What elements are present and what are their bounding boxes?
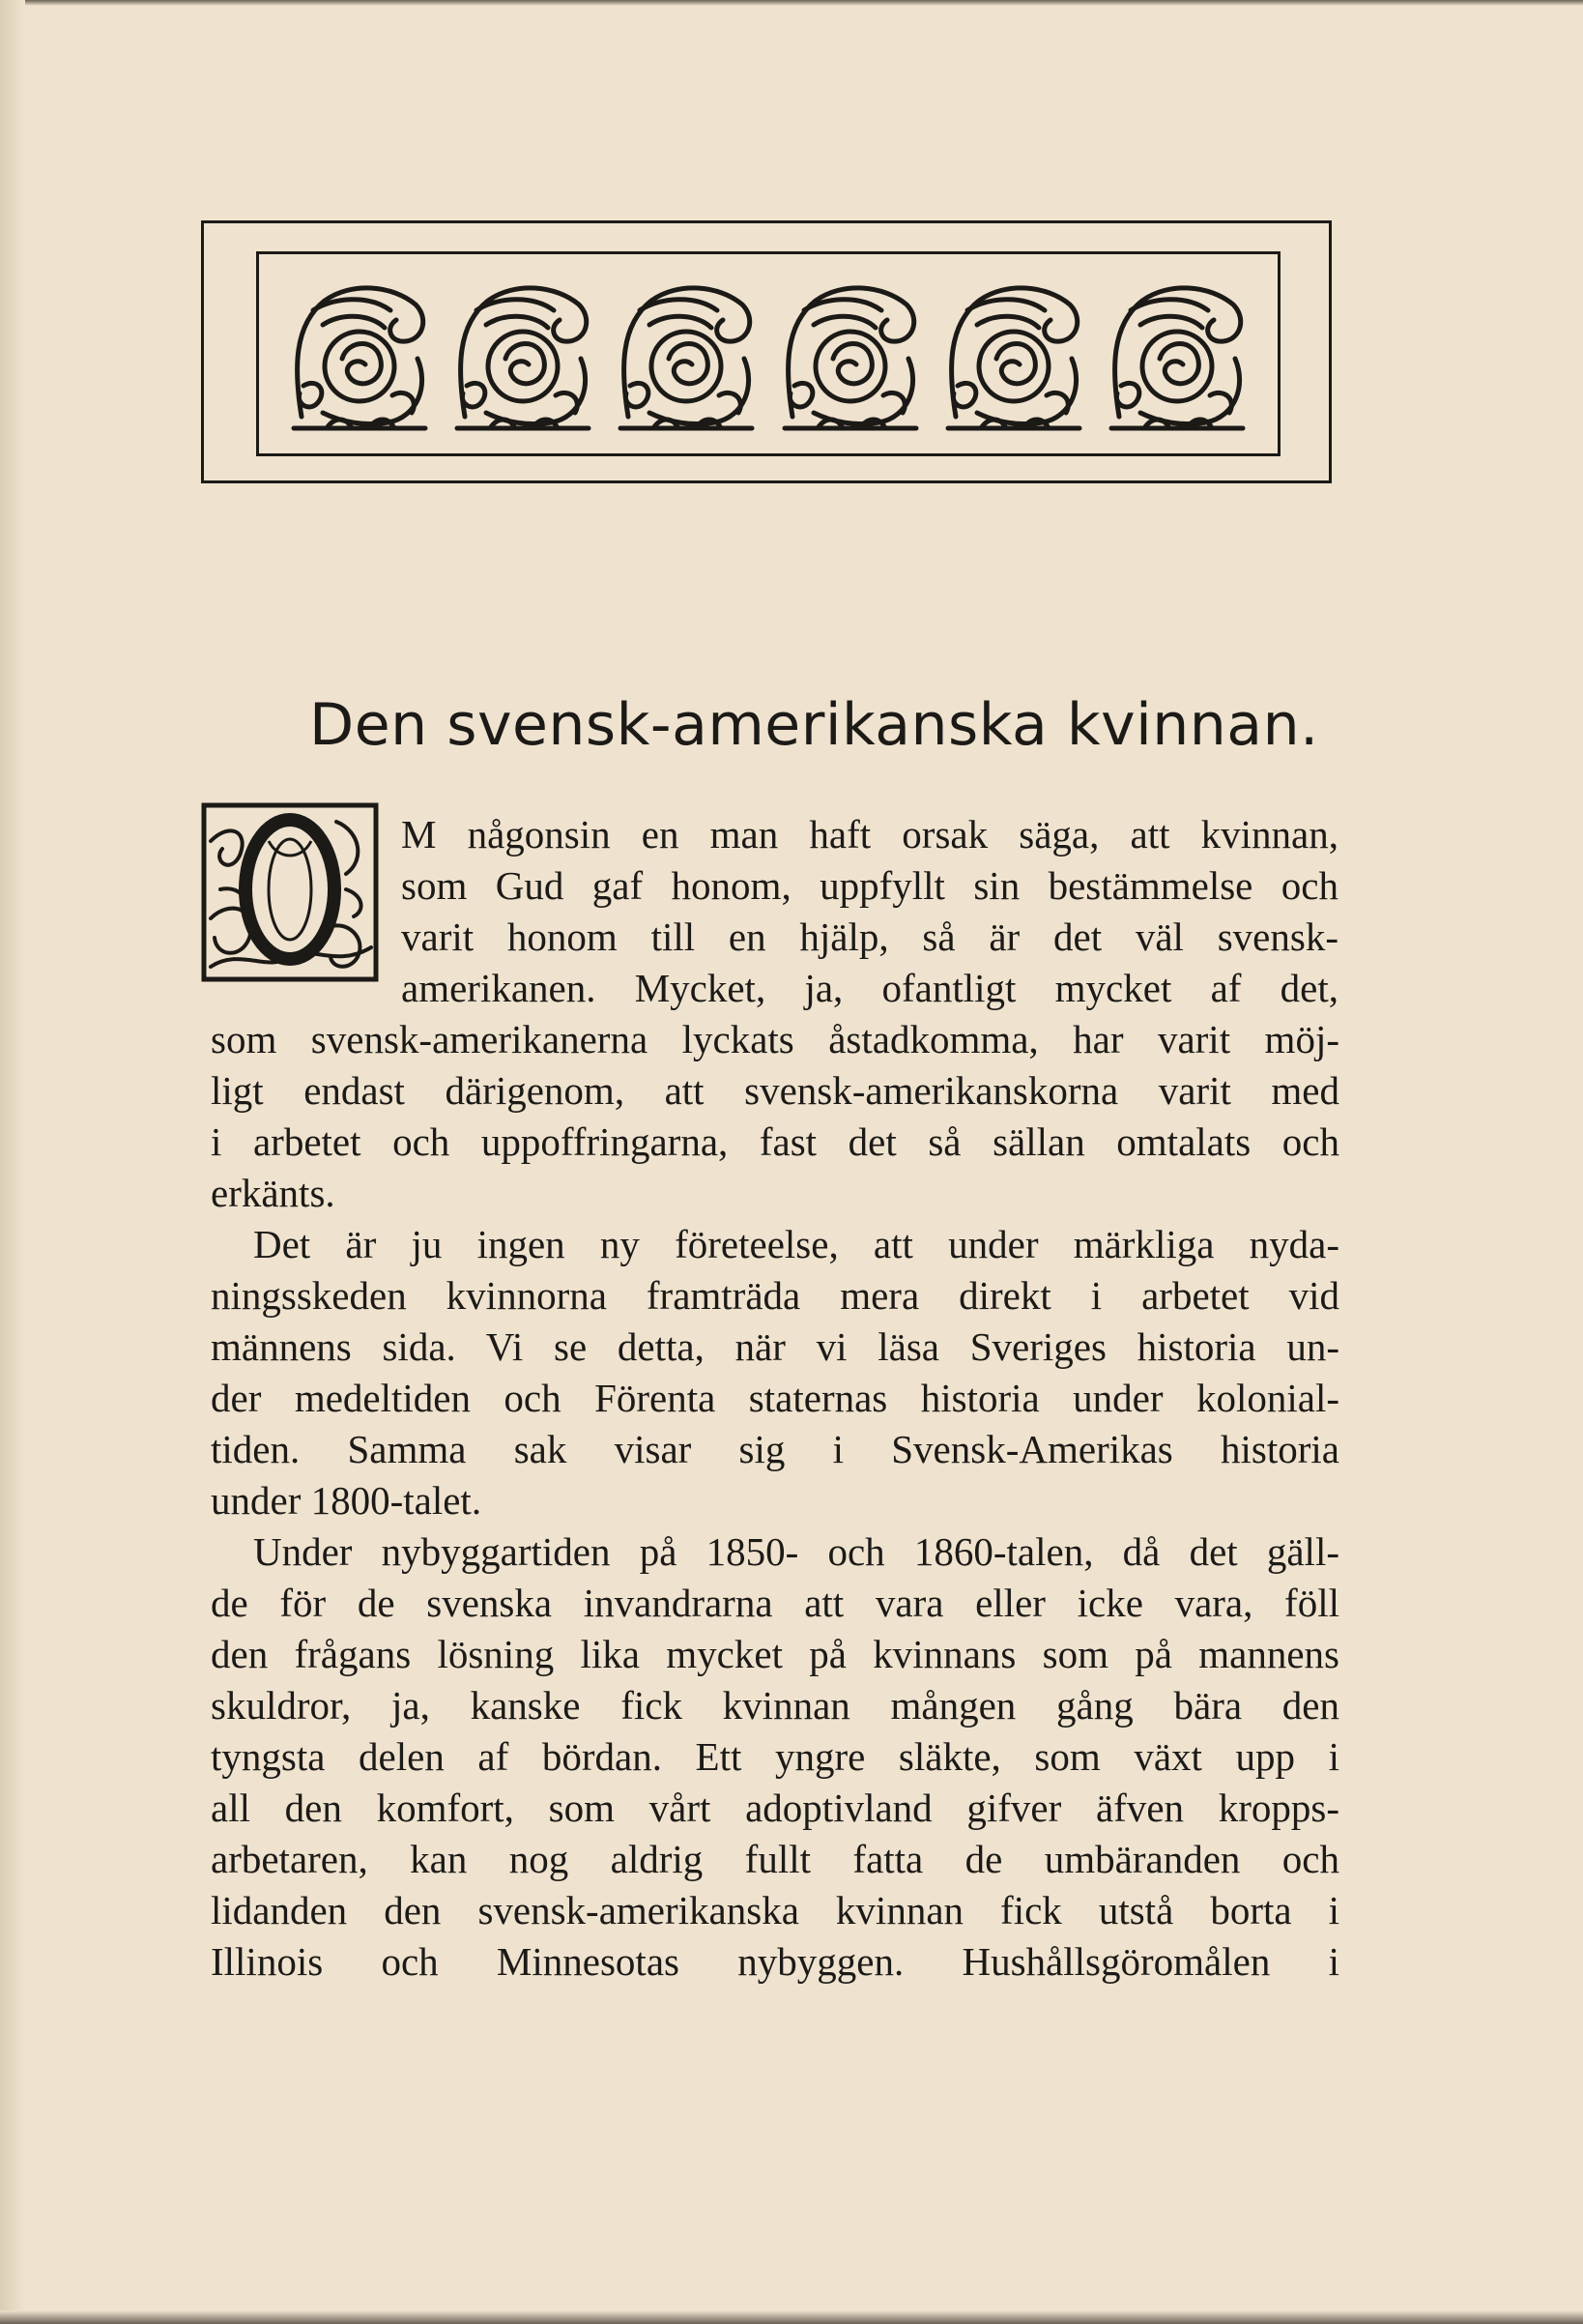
text-line-2: som Gud gaf honom, uppfyllt sin bestämmelse och <box>401 863 1338 908</box>
text-line-9: Det är ju ingen ny företeelse, att under märkliga nyda- <box>253 1222 1339 1266</box>
text-line-19: tyngsta delen af bördan. Ett yngre släkte, som växt upp i <box>211 1734 1339 1779</box>
text-line-11: männens sida. Vi se detta, när vi läsa Sveriges historia un- <box>211 1324 1339 1369</box>
text-line-17: den frågans lösning lika mycket på kvinnans som på mannens <box>211 1632 1339 1676</box>
ornamental-headpiece <box>201 220 1332 483</box>
ornament-tile-4 <box>775 272 926 436</box>
text-line-14: under 1800-talet. <box>211 1478 482 1523</box>
page-edge-bottom <box>0 2310 1583 2324</box>
text-line-5: som svensk-amerikanerna lyckats åstadkomma, har varit möj- <box>211 1017 1339 1061</box>
ornament-tile-3 <box>611 272 762 436</box>
text-line-23: Illinois och Minnesotas nybyggen. Hushållsgöromålen i <box>211 1939 1339 1984</box>
chapter-title: Den svensk-amerikanska kvinnan. <box>309 691 1319 759</box>
text-line-22: lidanden den svensk-amerikanska kvinnan fick utstå borta i <box>211 1888 1339 1932</box>
text-line-20: all den komfort, som vårt adoptivland gifver äfven kropps- <box>211 1786 1339 1830</box>
text-line-10: ningsskeden kvinnorna framträda mera direkt i arbetet vid <box>211 1273 1339 1318</box>
text-line-18: skuldror, ja, kanske fick kvinnan mången gång bära den <box>211 1683 1339 1728</box>
page-edge-left <box>0 0 25 2324</box>
text-line-15: Under nybyggartiden på 1850- och 1860-talen, då det gäll- <box>253 1529 1339 1574</box>
ornament-tile-2 <box>447 272 598 436</box>
text-line-4: amerikanen. Mycket, ja, ofantligt mycket af det, <box>401 966 1338 1010</box>
text-line-13: tiden. Samma sak visar sig i Svensk-Amerikas historia <box>211 1427 1339 1471</box>
page-edge-top <box>0 0 1583 6</box>
text-line-12: der medeltiden och Förenta staternas historia under kolonial- <box>211 1376 1339 1420</box>
text-line-21: arbetaren, kan nog aldrig fullt fatta de umbäranden och <box>211 1837 1339 1881</box>
text-line-16: de för de svenska invandrarna att vara eller icke vara, föll <box>211 1581 1339 1625</box>
headpiece-inner-frame <box>256 251 1281 456</box>
text-line-7: i arbetet och uppoffringarna, fast det så sällan omtalats och <box>211 1119 1339 1164</box>
dropcap-ornament <box>201 802 379 982</box>
text-line-1: M någonsin en man haft orsak säga, att kvinnan, <box>401 812 1338 857</box>
text-line-6: ligt endast därigenom, att svensk-amerikanskorna varit med <box>211 1068 1339 1113</box>
ornament-tile-1 <box>284 272 435 436</box>
text-line-8: erkänts. <box>211 1171 335 1215</box>
ornament-tile-6 <box>1102 272 1252 436</box>
text-line-3: varit honom till en hjälp, så är det väl svensk- <box>401 915 1338 959</box>
ornament-tile-5 <box>938 272 1089 436</box>
